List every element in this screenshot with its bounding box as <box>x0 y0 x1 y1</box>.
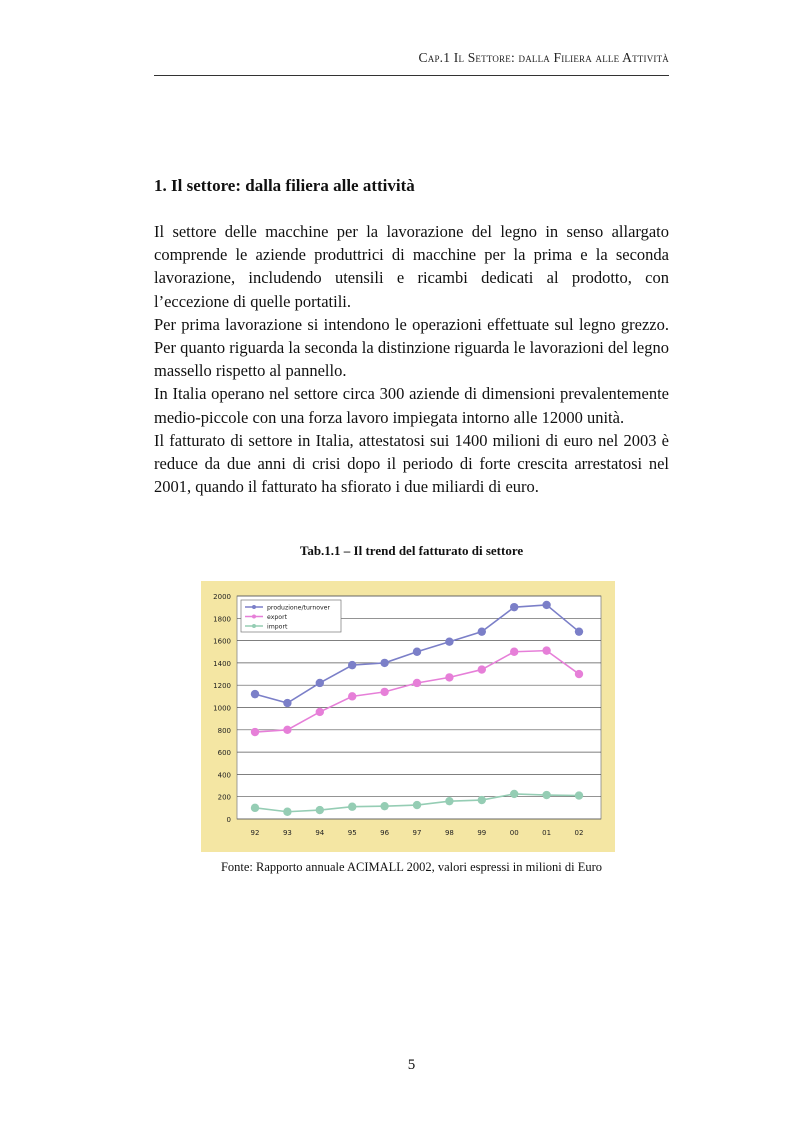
data-point <box>478 627 486 635</box>
data-point <box>413 801 421 809</box>
paragraph: In Italia operano nel settore circa 300 aziende di dimensioni prevalentemente medio-piccole con una forza lavoro impiegata intorno alle 12000 unità. <box>154 384 669 427</box>
data-point <box>575 627 583 635</box>
turnover-chart <box>201 581 615 852</box>
x-tick-label: 98 <box>444 829 454 837</box>
data-point <box>478 665 486 673</box>
data-point <box>316 679 324 687</box>
data-point <box>478 796 486 804</box>
data-point <box>575 791 583 799</box>
source-note: Fonte: Rapporto annuale ACIMALL 2002, valori espressi in milioni di Euro <box>220 860 603 874</box>
y-tick-label: 400 <box>217 771 231 780</box>
data-point <box>542 601 550 609</box>
data-point <box>445 638 453 646</box>
data-point <box>316 708 324 716</box>
y-tick-label: 1600 <box>213 637 231 646</box>
data-point <box>413 648 421 656</box>
chart-svg <box>201 581 615 852</box>
header-rule <box>154 75 669 76</box>
data-point <box>445 673 453 681</box>
data-point <box>348 692 356 700</box>
data-point <box>283 699 291 707</box>
y-tick-label: 2000 <box>213 593 231 601</box>
paragraph: Il fatturato di settore in Italia, attestatosi sui 1400 milioni di euro nel 2003 è reduce da due anni di crisi dopo il periodo di forte crescita arrestatosi nel 2001, quando il fatturato ha sfiorato i due miliardi di euro. <box>154 430 669 497</box>
x-tick-label: 99 <box>477 829 487 837</box>
legend-marker <box>252 605 256 609</box>
data-point <box>445 797 453 805</box>
page-number: 5 <box>407 1057 416 1073</box>
y-tick-label: 1200 <box>213 682 231 691</box>
data-point <box>380 659 388 667</box>
paragraph: Il settore delle macchine per la lavorazione del legno in senso allargato comprende le aziende produttrici di macchine per la prima e la seconda lavorazione, includendo utensili e ricambi dedicati al prodotto, con l’eccezione di quelle portatili. <box>154 222 669 311</box>
paragraph: Per prima lavorazione si intendono le operazioni effettuate sul legno grezzo. Per quanto riguarda la seconda la distinzione riguarda le lavorazioni del legno massello rispetto al pannello. <box>154 314 669 381</box>
x-tick-label: 96 <box>380 829 390 837</box>
legend-label: export <box>267 614 288 621</box>
data-point <box>510 648 518 656</box>
legend-marker <box>252 624 256 628</box>
y-tick-label: 1000 <box>213 704 231 713</box>
running-header: Cap.1 Il Settore: dalla Filiera alle Attività <box>418 50 669 65</box>
section-title: 1. Il settore: dalla filiera alle attività <box>154 176 415 195</box>
data-point <box>316 806 324 814</box>
y-tick-label: 800 <box>217 726 231 735</box>
data-point <box>251 690 259 698</box>
data-point <box>283 808 291 816</box>
x-tick-label: 01 <box>542 829 552 837</box>
data-point <box>542 791 550 799</box>
x-tick-label: 02 <box>574 829 584 837</box>
data-point <box>348 803 356 811</box>
data-point <box>510 790 518 798</box>
data-point <box>251 804 259 812</box>
legend-label: produzione/turnover <box>267 604 331 612</box>
legend-label: import <box>267 623 288 631</box>
body-text <box>154 220 669 498</box>
y-tick-label: 600 <box>217 749 231 758</box>
table-caption: Tab.1.1 – Il trend del fatturato di settore <box>299 543 524 558</box>
data-point <box>251 728 259 736</box>
x-tick-label: 00 <box>509 829 519 837</box>
y-tick-label: 1800 <box>213 615 231 624</box>
x-tick-label: 92 <box>250 829 260 837</box>
data-point <box>348 661 356 669</box>
data-point <box>542 646 550 654</box>
y-tick-label: 0 <box>226 816 231 824</box>
x-tick-label: 95 <box>347 829 357 837</box>
data-point <box>283 726 291 734</box>
data-point <box>510 603 518 611</box>
y-tick-label: 1400 <box>213 659 231 668</box>
x-tick-label: 93 <box>282 829 292 837</box>
y-tick-label: 200 <box>217 793 231 802</box>
legend-marker <box>252 615 256 619</box>
data-point <box>575 670 583 678</box>
x-tick-label: 97 <box>412 829 422 837</box>
data-point <box>380 688 388 696</box>
x-tick-label: 94 <box>315 829 325 837</box>
data-point <box>413 679 421 687</box>
data-point <box>380 802 388 810</box>
